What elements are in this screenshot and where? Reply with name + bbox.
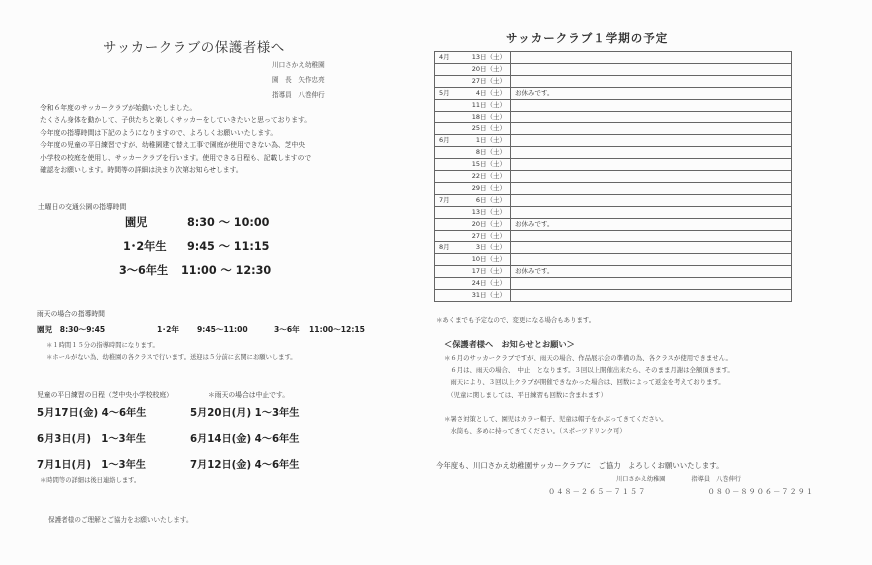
intro-line: 今年度の指導時間は下記のようになりますので、よろしくお願いいたします。 [40, 128, 278, 137]
schedule-row [435, 278, 792, 290]
time-label: 9:45 ～ 11:15 [187, 240, 270, 253]
closing-note: 保護者様のご理解とご協力をお願いいたします。 [48, 516, 193, 524]
schedule-row [435, 52, 792, 64]
schedule-note-cell [511, 123, 792, 135]
page-title: サッカークラブの保護者様へ [103, 40, 285, 56]
notice-line: 水筒も、多めに持ってきてください。（スポーツドリンク可） [444, 427, 626, 436]
schedule-row [435, 75, 792, 87]
schedule-date [435, 135, 511, 147]
weekday-rain-note: ＊雨天の場合は中止です。 [208, 391, 290, 399]
schedule-month: 5月 [439, 88, 450, 97]
weekday-note: ＊時間等の詳細は後日連絡します。 [40, 477, 141, 484]
intro-paragraph [40, 102, 370, 176]
schedule-row [435, 194, 792, 206]
schedule-note-cell [511, 52, 792, 64]
schedule-month: 7月 [439, 195, 450, 204]
schedule-date [435, 63, 511, 75]
coach-name: 指導員 八巻伸行 [691, 476, 741, 483]
rain-grade36-label: 3～6年 [274, 325, 300, 334]
right-page [420, 0, 815, 565]
rain-heading: 雨天の場合の指導時間 [37, 310, 105, 318]
principal-name: 園 長 矢作忠亮 [272, 76, 325, 84]
schedule-day: 11日（土） [471, 100, 506, 109]
schedule-row [435, 87, 792, 99]
time-label: 8:30 ～ 10:00 [187, 216, 270, 229]
sender-block [272, 58, 325, 103]
schedule-date [435, 230, 511, 242]
schedule-date [435, 266, 511, 278]
schedule-date [435, 171, 511, 183]
schedule-row [435, 230, 792, 242]
schedule-day: 13日（土） [471, 53, 506, 61]
notice-line: ６月は、雨天の場合、 中止 となります。３回以上開催出来たら、そのまま月謝は全額頂きます。 [444, 366, 734, 375]
schedule-date [435, 111, 511, 123]
schedule-note-cell [511, 159, 792, 171]
schedule-row [435, 218, 792, 230]
schedule-day: 25日（土） [471, 124, 506, 133]
schedule-day: 18日（土） [471, 112, 506, 121]
schedule-date [435, 290, 511, 302]
schedule-day: 29日（土） [471, 183, 506, 192]
schedule-note-cell [511, 99, 792, 111]
rain-notes [46, 340, 297, 364]
schedule-row [435, 63, 792, 75]
schedule-date [435, 75, 511, 87]
schedule-row [435, 99, 792, 111]
schedule-month: 8月 [439, 243, 450, 252]
schedule-date [435, 123, 511, 135]
schedule-row [435, 123, 792, 135]
schedule-title: サッカークラブ１学期の予定 [506, 31, 669, 45]
schedule-date [435, 194, 511, 206]
notice-line: ＊暑さ対策として、園児はカラー帽子、児童は帽子をかぶってきてください。 [444, 415, 668, 423]
schedule-date [435, 182, 511, 194]
left-page [0, 0, 420, 565]
schedule-month: 4月 [439, 53, 450, 61]
schedule-day: 20日（土） [471, 64, 506, 73]
school-name: 川口さかえ幼稚園 [272, 61, 325, 69]
schedule-note: ＊あくまでも予定なので、変更になる場合もあります。 [436, 316, 596, 324]
saturday-heading: 土曜日の交通公園の指導時間 [38, 203, 127, 211]
notice-line: （児童に関しましては、平日練習も回数に含まれます） [444, 390, 607, 399]
schedule-note-cell [511, 242, 792, 254]
schedule-date [435, 159, 511, 171]
schedule-row [435, 182, 792, 194]
rain-grade36-time: 11:00～12:15 [309, 325, 365, 334]
schedule-note-cell [511, 182, 792, 194]
schedule-note-cell [511, 75, 792, 87]
schedule-day: 15日（土） [471, 160, 506, 169]
intro-line: 確認をお願いします。時間等の詳細は決まり次第お知らせします。 [40, 166, 243, 175]
rain-grade12-time: 9:45～11:00 [197, 325, 248, 334]
time-label: 11:00 ～ 12:30 [181, 264, 272, 277]
schedule-day: 3日（土） [475, 243, 506, 252]
notice-body [444, 352, 734, 437]
weekday-item: 6月14日(金) 4～6年生 [190, 434, 300, 445]
weekday-item: 6月3日(月) 1～3年生 [37, 434, 146, 445]
schedule-date [435, 87, 511, 99]
schedule-note-cell [511, 147, 792, 159]
schedule-row [435, 254, 792, 266]
schedule-note-cell [511, 254, 792, 266]
note-line: ＊ホールがない為、幼稚園の各クラスで行います。送迎は５分前に玄関にお願いします。 [46, 354, 297, 361]
schedule-month: 6月 [439, 136, 450, 145]
schedule-day: 4日（土） [475, 88, 506, 97]
weekday-heading: 児童の平日練習の日程（芝中央小学校校庭） [37, 391, 173, 399]
schedule-day: 27日（土） [471, 231, 506, 240]
schedule-note-cell [511, 135, 792, 147]
coach-name: 指導員 八巻伸行 [272, 91, 325, 99]
schedule-day: 27日（土） [471, 76, 506, 85]
schedule-note-cell [511, 63, 792, 75]
schedule-row [435, 290, 792, 302]
schedule-day: 10日（土） [471, 255, 506, 264]
schedule-day: 17日（土） [471, 267, 506, 276]
schedule-date [435, 254, 511, 266]
notice-line: 雨天により、３回以上クラブが開催できなかった場合は、回数によって返金を考えております。 [444, 378, 725, 387]
schedule-date [435, 52, 511, 64]
intro-line: たくさん身体を動かして、子供たちと楽しくサッカーをしていきたいと思っております。 [40, 116, 312, 125]
schedule-date [435, 206, 511, 218]
schedule-date [435, 242, 511, 254]
schedule-day: 6日（土） [475, 195, 506, 204]
rain-grade12-label: 1･2年 [157, 325, 179, 334]
group-label: 園児 [125, 216, 148, 229]
phone-coach: ０８０－８９０６－７２９１ [707, 487, 815, 496]
phone-school: ０４８－２６５－７１５７ [548, 487, 647, 496]
schedule-day: 22日（土） [471, 172, 506, 181]
phone-numbers [548, 487, 872, 497]
schedule-day: 31日（土） [471, 291, 506, 300]
notice-title: ＜保護者様へ お知らせとお願い＞ [444, 339, 575, 349]
notice-line: ＊６月のサッカークラブですが、雨天の場合、作品展示会の準備の為、各クラスが使用できません。 [444, 354, 732, 362]
schedule-date [435, 278, 511, 290]
schedule-day: 8日（土） [475, 148, 506, 157]
intro-line: 小学校の校庭を使用し、サッカークラブを行います。使用できる日程も、記載しますので [40, 153, 312, 162]
schedule-date [435, 99, 511, 111]
schedule-note-cell [511, 230, 792, 242]
schedule-note-cell [511, 206, 792, 218]
schedule-table [434, 51, 792, 302]
schedule-note-cell [511, 278, 792, 290]
schedule-note-cell: お休みです。 [511, 266, 792, 278]
group-label: 1･2年生 [123, 240, 167, 253]
intro-line: 今年度の児童の平日練習ですが、幼稚園建て替え工事で園庭が使用できない為、芝中央 [40, 141, 306, 150]
schedule-note-cell: お休みです。 [511, 218, 792, 230]
schedule-day: 20日（土） [471, 219, 506, 228]
schedule-row [435, 111, 792, 123]
schedule-note-cell [511, 290, 792, 302]
schedule-row [435, 147, 792, 159]
schedule-row [435, 242, 792, 254]
schedule-note-cell: お休みです。 [511, 87, 792, 99]
schedule-date [435, 218, 511, 230]
closing-message: 今年度も、川口さかえ幼稚園サッカークラブに ご協力 よろしくお願いいたします。 [436, 461, 724, 470]
schedule-row [435, 135, 792, 147]
schedule-note-cell [511, 171, 792, 183]
weekday-item: 7月1日(月) 1～3年生 [37, 460, 146, 471]
intro-line: 令和６年度のサッカークラブが始動いたしました。 [40, 104, 197, 112]
group-label: 3～6年生 [119, 264, 169, 277]
weekday-item: 5月17日(金) 4～6年生 [37, 408, 147, 419]
schedule-row [435, 266, 792, 278]
schedule-row [435, 171, 792, 183]
schedule-row [435, 206, 792, 218]
notice-line [444, 401, 734, 413]
schedule-note-cell [511, 194, 792, 206]
schedule-row [435, 159, 792, 171]
schedule-day: 1日（土） [475, 136, 506, 145]
schedule-note-cell [511, 111, 792, 123]
schedule-date [435, 147, 511, 159]
closing-signature [616, 474, 765, 483]
schedule-day: 24日（土） [471, 279, 506, 288]
note-line: ＊１時間１５分の指導時間になります。 [46, 342, 159, 349]
rain-kinder: 園児 8:30～9:45 [37, 325, 106, 334]
school-name: 川口さかえ幼稚園 [616, 476, 666, 483]
schedule-day: 13日（土） [471, 207, 506, 216]
weekday-item: 5月20日(月) 1～3年生 [190, 408, 300, 419]
weekday-item: 7月12日(金) 4～6年生 [190, 460, 300, 471]
